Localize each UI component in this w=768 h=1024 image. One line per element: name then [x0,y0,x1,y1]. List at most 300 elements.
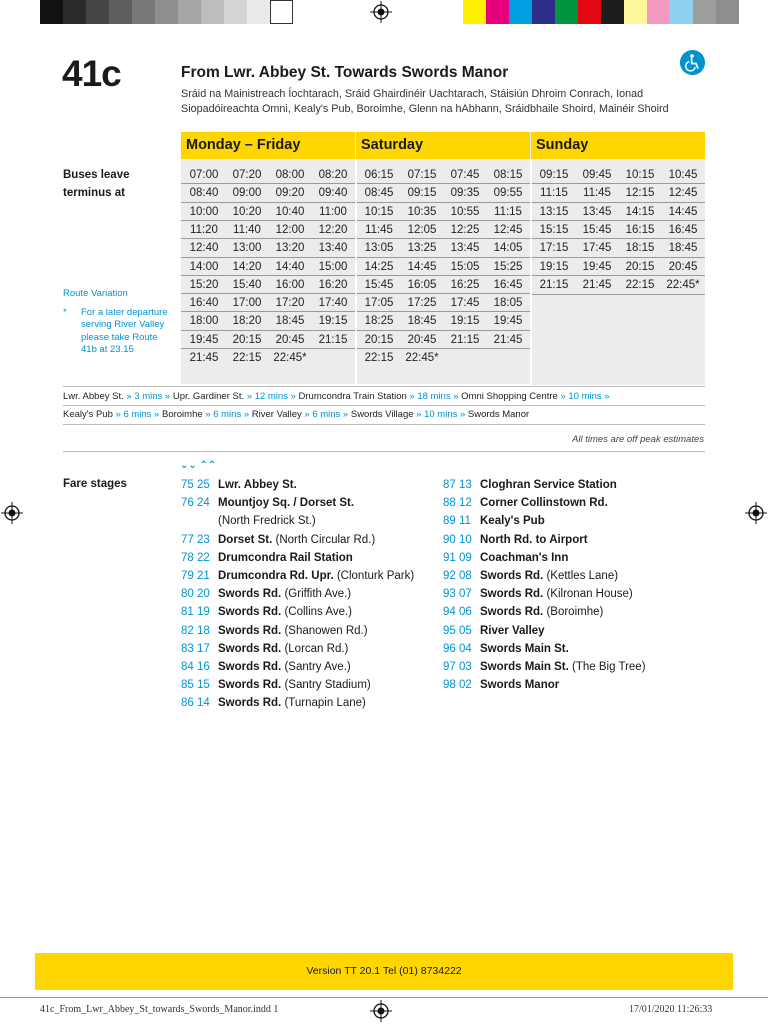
fare-stage-row [181,603,441,621]
fare-stage-name [480,658,646,676]
departure-time: 17:45 [450,297,480,310]
fare-stage-code: 76 24 [181,497,210,510]
fare-stage-row [181,676,441,694]
fare-stage-stop: Swords Rd. [480,570,544,582]
fare-stage-row [443,512,713,530]
timetable-row [531,184,705,202]
fare-stage-name [218,676,371,694]
departure-time: 09:40 [318,187,348,200]
departure-time: 11:15 [494,205,522,218]
departure-time: 14:05 [493,242,523,255]
departure-time: 10:55 [450,205,480,218]
fare-stage-row [443,658,713,676]
departure-time: 21:15 [318,333,348,346]
timetable-row [531,258,705,276]
departure-time: 10:00 [189,205,219,218]
departure-time: 20:15 [232,333,262,346]
departure-time: 10:40 [275,205,305,218]
fare-stage-stop: North Rd. to Airport [480,533,588,546]
fare-stage-code: 82 18 [181,624,210,637]
divider [63,451,705,452]
grey-swatch [155,0,178,24]
fare-stage-name [480,567,618,585]
registration-mark-icon [370,1,392,23]
departure-time: 13:00 [232,242,262,255]
departure-time: 13:45 [582,205,612,218]
stop-name: Kealy's Pub [63,409,116,420]
departure-time: 18:00 [189,315,219,328]
departure-time: 22:15 [364,352,394,364]
timetable-row [356,166,530,184]
departure-time: 13:25 [407,242,437,255]
departure-time: 09:45 [582,169,612,181]
divider [63,424,705,425]
divider [63,386,705,387]
timetable-row [531,239,705,257]
fare-stage-row [181,531,441,549]
departure-time: 20:45 [275,333,305,346]
departure-time: 20:15 [364,333,394,346]
fare-stage-name [218,622,368,640]
departure-time: 09:15 [539,169,569,181]
fare-stage-stop: Lwr. Abbey St. [218,479,297,491]
departure-time: 09:20 [275,187,305,200]
grey-swatch [109,0,132,24]
departure-time: 17:05 [364,297,394,310]
fare-stages-title: Fare stages [63,478,127,490]
stop-name: Omni Shopping Centre [461,391,561,402]
fare-stage-code: 83 17 [181,642,210,655]
departure-time: 09:55 [493,187,523,200]
departure-time: 09:00 [232,187,262,200]
grey-swatch [201,0,224,24]
color-swatch [463,0,486,24]
fare-stage-name [218,658,351,676]
column-separator [355,159,357,384]
fare-stage-code: 85 15 [181,679,210,692]
fare-stage-name [480,531,588,549]
fare-stage-name [480,640,569,658]
color-swatch-bar [463,0,739,24]
departure-time: 12:25 [450,223,480,236]
fare-stage-stop: Swords Rd. [218,661,282,673]
grey-swatch [132,0,155,24]
fare-stage-code: 77 23 [181,533,210,546]
day-header: Saturday [356,132,530,159]
slug-filename: 41c_From_Lwr_Abbey_St_towards_Swords_Manor.indd 1 [40,1004,279,1015]
fare-stage-stop: Swords Main St. [480,642,569,655]
departure-time: 12:45 [668,187,698,200]
fare-stage-stop: Swords Rd. [218,642,282,655]
departure-time: 13:20 [275,242,305,255]
departure-time: 19:45 [493,315,523,328]
direction-arrows-icon: ⌄⌄ ⌃⌃ [180,460,217,471]
color-swatch [532,0,555,24]
registration-mark-icon [745,502,767,524]
fare-stage-detail: (Collins Ave.) [281,606,352,619]
timetable-row [531,203,705,221]
departure-time: 16:45 [493,278,523,291]
departure-time: 22:45* [666,278,700,291]
fare-stage-code: 80 20 [181,588,210,601]
fare-stage-row [443,603,713,621]
fare-stage-name [480,585,633,603]
stop-name: Swords Manor [467,409,530,420]
fare-stage-code: 88 12 [443,497,472,510]
travel-time: » 18 mins » [409,391,462,402]
timetable-row [181,331,355,349]
departure-time: 21:15 [450,333,480,346]
departure-time: 07:20 [232,169,262,181]
departure-time: 16:15 [625,223,655,236]
divider [63,405,705,406]
stop-sequence-line-2 [63,409,529,420]
departure-time: 21:15 [539,278,569,291]
fare-stage-code: 75 25 [181,479,210,491]
fare-stage-code: 93 07 [443,588,472,601]
fare-stage-stop: Swords Rd. [218,588,282,601]
departure-time: 10:35 [407,205,437,218]
timetable-row [181,239,355,257]
departure-time: 12:00 [275,223,305,236]
fare-stage-name [218,694,366,712]
departure-time: 11:45 [365,223,393,236]
departure-time: 15:45 [364,278,394,291]
departure-time: 17:00 [232,297,262,310]
departure-time: 17:20 [275,297,305,310]
departure-time: 11:40 [233,223,261,236]
fare-stage-row [181,694,441,712]
fare-stage-row [443,567,713,585]
departure-time: 16:40 [189,297,219,310]
grey-swatch [63,0,86,24]
stop-name: Upr. Gardiner St. [172,391,247,402]
departure-time: 18:25 [364,315,394,328]
day-header: Sunday [531,132,705,159]
fare-stage-detail: (Shanowen Rd.) [281,624,368,637]
departure-time: 09:15 [407,187,437,200]
fare-stage-code: 81 19 [181,606,210,619]
stop-name: Boroimhe [161,409,206,420]
timetable-row [181,166,355,184]
timetable-row [181,276,355,294]
fare-stage-row [181,476,441,494]
fare-stage-row [443,531,713,549]
departure-time: 08:00 [275,169,305,181]
stop-sequence-line-1 [63,391,610,402]
fare-stage-stop: Swords Rd. [480,588,544,601]
registration-mark-icon [1,502,23,524]
fare-stage-row [181,658,441,676]
route-title: From Lwr. Abbey St. Towards Swords Manor [181,64,509,81]
timetable-row [356,203,530,221]
fare-stage-name [218,549,353,567]
fare-stage-row [443,676,713,694]
departure-time: 14:15 [625,205,655,218]
fare-stage-stop: Mountjoy Sq. / Dorset St. [218,497,355,510]
departure-time: 10:15 [364,205,394,218]
fare-stage-stop: Swords Main St. [480,661,569,673]
fare-stage-code: 86 14 [181,697,210,710]
departure-time: 14:40 [275,260,305,273]
departure-time: 14:25 [364,260,394,273]
fare-stage-code: 87 13 [443,479,472,491]
offpeak-note: All times are off peak estimates [572,434,704,445]
travel-time: » 10 mins » [560,391,610,402]
departure-time: 06:15 [364,169,394,181]
fare-stage-code: 92 08 [443,570,472,582]
fare-stage-row [181,567,441,585]
grey-swatch [178,0,201,24]
color-swatch [693,0,716,24]
departure-time: 16:05 [407,278,437,291]
fare-stage-detail: (North Fredrick St.) [218,515,316,528]
route-number: 41c [62,53,121,94]
grey-swatch [270,0,293,24]
fare-stage-code: 97 03 [443,661,472,673]
fare-stage-code: 95 05 [443,624,472,637]
timetable-row [181,294,355,312]
grey-swatch [86,0,109,24]
fare-stage-code: 78 22 [181,551,210,564]
timetable-row [181,221,355,239]
grey-swatch [224,0,247,24]
departure-time: 17:45 [582,242,612,255]
fare-stage-row [181,585,441,603]
departure-time: 18:45 [668,242,698,255]
fare-stage-row [181,494,441,512]
fare-stage-name [218,585,351,603]
fare-stage-stop: Cloghran Service Station [480,479,617,491]
departure-time: 19:15 [318,315,348,328]
slug-divider [0,997,768,998]
stop-name: Drumcondra Train Station [298,391,410,402]
departure-time: 20:45 [668,260,698,273]
departure-time: 15:45 [582,223,612,236]
fare-stage-name [218,567,414,585]
departure-time: 11:20 [190,223,218,236]
timetable-row [356,312,530,330]
fare-stage-code: 96 04 [443,642,472,655]
timetable-row [531,166,705,184]
departure-time: 18:15 [625,242,655,255]
departure-time: 10:20 [232,205,262,218]
fare-stage-detail: (The Big Tree) [568,661,646,673]
fare-stage-detail: (Kilronan House) [543,588,633,601]
fare-stage-code: 94 06 [443,606,472,619]
fare-stage-detail: (North Circular Rd.) [272,533,376,546]
departure-time: 12:15 [625,187,655,200]
departure-time: 10:15 [625,169,655,181]
timetable-row [181,258,355,276]
departure-time: 18:05 [493,297,523,310]
fare-stage-row [443,549,713,567]
column-separator [530,159,532,384]
fare-list-right [443,476,713,706]
departure-time: 08:40 [189,187,219,200]
departure-time: 16:20 [318,278,348,291]
color-swatch [624,0,647,24]
timetable-row [356,239,530,257]
color-swatch [509,0,532,24]
fare-stage-code: 79 21 [181,570,210,582]
fare-stage-row [181,622,441,640]
fare-stage-name [480,549,568,567]
fare-stage-detail: (Kettles Lane) [543,570,619,582]
departure-time: 15:00 [318,260,348,273]
fare-stage-stop: Swords Rd. [218,679,282,692]
fare-stage-stop: Drumcondra Rd. Upr. [218,570,334,582]
fare-stage-row [443,494,713,512]
travel-time: » 6 mins » [205,409,252,420]
fare-stage-name [480,476,617,494]
registration-mark-icon [370,1000,392,1022]
departure-time: 19:15 [539,260,569,273]
departure-time: 14:20 [232,260,262,273]
fare-stage-stop: Drumcondra Rail Station [218,551,353,564]
stop-name: Swords Village [350,409,417,420]
timetable-row [531,221,705,239]
timetable-row [356,184,530,202]
fare-stage-row [181,512,441,530]
departure-time: 12:05 [407,223,437,236]
fare-stage-code: 98 02 [443,679,472,692]
departure-time: 13:45 [450,242,480,255]
departure-time: 10:45 [668,169,698,181]
departure-time: 20:15 [625,260,655,273]
departure-time: 14:45 [407,260,437,273]
departure-time: 18:20 [232,315,262,328]
fare-stage-stop: Swords Rd. [218,697,282,710]
departure-time: 18:45 [407,315,437,328]
timetable-row [181,349,355,367]
departure-time: 11:45 [583,187,611,200]
departure-time: 22:45* [273,352,307,364]
color-swatch [716,0,739,24]
travel-time: » 3 mins » [126,391,173,402]
departure-time: 09:35 [450,187,480,200]
departure-time: 21:45 [189,352,219,364]
fare-stage-detail: (Lorcan Rd.) [281,642,349,655]
fare-stage-stop: Corner Collinstown Rd. [480,497,608,510]
color-swatch [555,0,578,24]
sunday-empty-area [531,294,705,385]
route-variation-title: Route Variation [63,288,128,299]
color-swatch [486,0,509,24]
departure-time: 21:45 [493,333,523,346]
departure-time: 08:20 [318,169,348,181]
timetable-row [531,276,705,294]
fare-stage-code: 90 10 [443,533,472,546]
travel-time: » 12 mins » [246,391,299,402]
buses-leave-label: Buses leave terminus at [63,169,130,199]
departure-time: 21:45 [582,278,612,291]
fare-stage-name [480,512,545,530]
fare-stage-detail: (Boroimhe) [543,606,604,619]
fare-stage-name [218,476,297,494]
grey-swatch-bar [40,0,293,24]
fare-stage-stop: Swords Rd. [480,606,544,619]
grey-swatch [247,0,270,24]
departure-time: 07:00 [189,169,219,181]
departure-time: 15:15 [539,223,569,236]
fare-stage-detail: (Santry Ave.) [281,661,351,673]
fare-stage-detail: (Clonturk Park) [333,570,415,582]
color-swatch [647,0,670,24]
timetable-row [356,294,530,312]
fare-stage-name [218,512,316,530]
departure-time: 12:45 [493,223,523,236]
departure-time: 16:00 [275,278,305,291]
departure-time: 22:15 [232,352,262,364]
departure-time: 17:25 [407,297,437,310]
fare-stage-row [181,549,441,567]
departure-time: 15:40 [232,278,262,291]
departure-time: 19:15 [450,315,480,328]
fare-stage-code: 91 09 [443,551,472,564]
timetable-row [356,221,530,239]
timetable-row [356,276,530,294]
fare-stage-name [480,622,545,640]
wheelchair-icon [680,50,705,75]
fare-stage-detail: (Santry Stadium) [281,679,371,692]
departure-time: 16:45 [668,223,698,236]
route-subtitle-irish: Sráid na Mainistreach Íochtarach, Sráid Ghairdinéir Uachtarach, Stáisiún Dhroim Conrach, Ionad Siopadóireachta Omni, Kealy's Pub, Boroimhe, Glenn na hAbhann, Sráidbhaile Shoird, Mainéir Shoird [181,88,669,115]
fare-stage-row [443,622,713,640]
departure-time: 15:05 [450,260,480,273]
departure-time: 15:25 [493,260,523,273]
timetable-row [356,258,530,276]
timetable-row [356,331,530,349]
fare-stage-name [218,640,348,658]
departure-time: 19:45 [189,333,219,346]
timetable-row [181,312,355,330]
fare-stage-row [181,640,441,658]
timetable-grid [181,132,705,384]
fare-stage-stop: Dorset St. [218,533,273,546]
fare-stage-name [218,603,352,621]
color-swatch [601,0,624,24]
travel-time: » 6 mins » [115,409,162,420]
departure-time: 22:15 [625,278,655,291]
departure-time: 11:00 [319,205,347,218]
fare-stage-stop: Coachman's Inn [480,551,569,564]
departure-time: 11:15 [540,187,568,200]
departure-time: 20:45 [407,333,437,346]
color-swatch [670,0,693,24]
fare-stage-row [443,476,713,494]
departure-time: 08:45 [364,187,394,200]
fare-stage-stop: Swords Rd. [218,624,282,637]
departure-time: 08:15 [493,169,523,181]
fare-stage-name [218,531,375,549]
departure-time: 12:20 [318,223,348,236]
departure-time: 22:45* [405,352,439,364]
departure-time: 18:45 [275,315,305,328]
stop-name: Lwr. Abbey St. [63,391,127,402]
departure-time: 15:20 [189,278,219,291]
departure-time: 07:45 [450,169,480,181]
slug-timestamp: 17/01/2020 11:26:33 [629,1004,713,1015]
fare-stage-name [218,494,354,512]
departure-time: 14:45 [668,205,698,218]
departure-time: 13:15 [539,205,569,218]
fare-stage-stop: River Valley [480,624,545,637]
travel-time: » 6 mins » [304,409,351,420]
fare-list-left [181,476,441,716]
departure-time: 14:00 [189,260,219,273]
fare-stage-stop: Kealy's Pub [480,515,545,528]
